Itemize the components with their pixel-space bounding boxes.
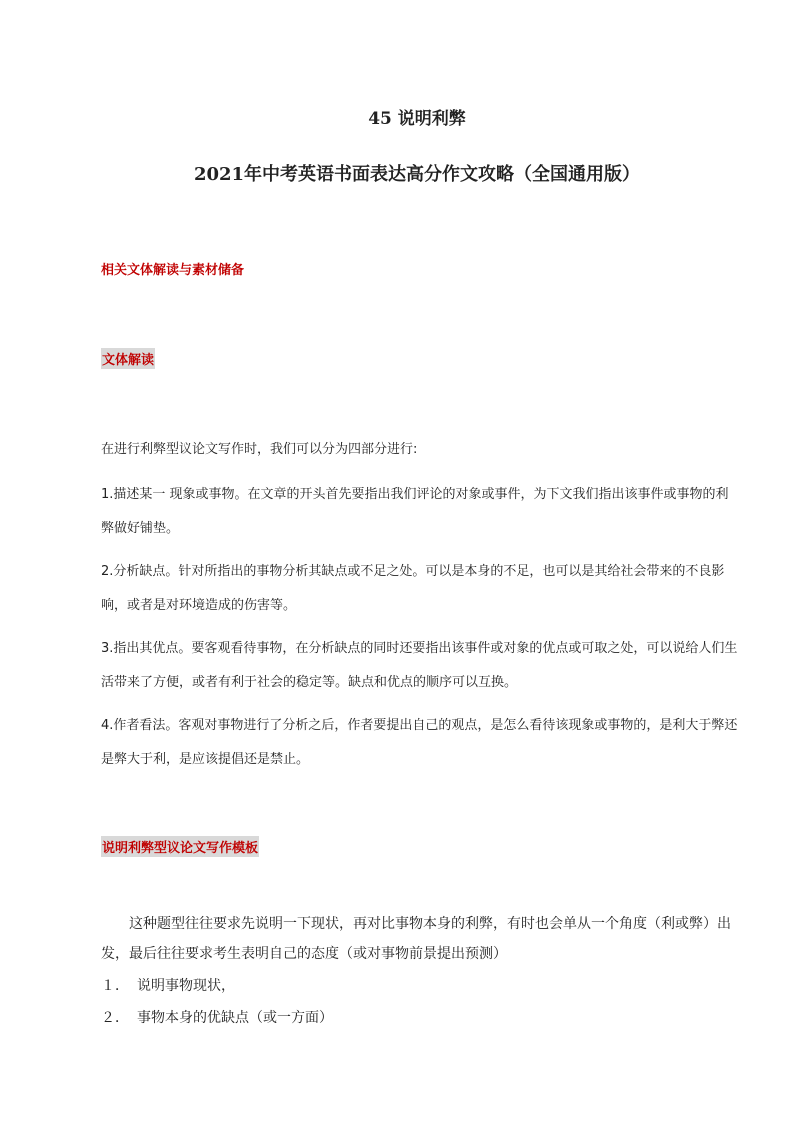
step-paragraph-1: 1.描述某一 现象或事物。在文章的开头首先要指出我们评论的对象或事件，为下文我们指出该事件或事物的利弊做好铺垫。 <box>101 487 729 536</box>
intro-paragraph: 在进行利弊型议论文写作时，我们可以分为四部分进行: <box>101 442 418 457</box>
section-heading-related: 相关文体解读与素材储备 <box>101 263 245 278</box>
page-title: 2021年中考英语书面表达高分作文攻略（全国通用版） <box>193 164 641 185</box>
step-paragraph-2: 2.分析缺点。针对所指出的事物分析其缺点或不足之处。可以是本身的不足，也可以是其给社会带来的不良影响，或者是对环境造成的伤害等。 <box>101 564 725 613</box>
list-item <box>101 971 235 1001</box>
list-item-number: １． <box>101 978 129 994</box>
list-item-text: 事物本身的优缺点（或一方面） <box>137 1010 333 1026</box>
list-item-number: ２． <box>101 1010 129 1026</box>
step-paragraph-3: 3.指出其优点。要客观看待事物，在分析缺点的同时还要指出该事件或对象的优点或可取之处，可以说给人们生活带来了方便，或者有利于社会的稳定等。缺点和优点的顺序可以互换。 <box>101 641 738 690</box>
list-item <box>101 1003 333 1033</box>
section-heading-genre-reading: 文体解读 <box>101 348 155 369</box>
step-paragraph-4: 4.作者看法。客观对事物进行了分析之后，作者要提出自己的观点，是怎么看待该现象或事物的，是利大于弊还是弊大于利，是应该提倡还是禁止。 <box>101 718 738 767</box>
template-paragraph: 这种题型往往要求先说明一下现状，再对比事物本身的利弊，有时也会单从一个角度（利或弊）出发，最后往往要求考生表明自己的态度（或对事物前景提出预测） <box>101 916 731 962</box>
section-heading-template: 说明利弊型议论文写作模板 <box>101 836 259 857</box>
page-number-title: 45 说明利弊 <box>368 109 466 129</box>
list-item-text: 说明事物现状， <box>137 978 235 994</box>
